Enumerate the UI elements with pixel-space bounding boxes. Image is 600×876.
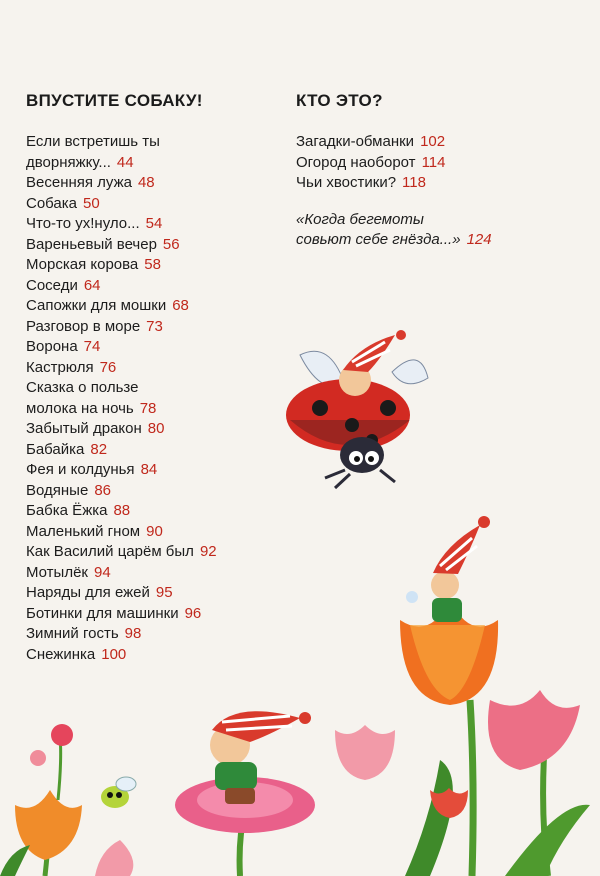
page-number: 78 (139, 399, 157, 417)
entry-title-line: Ворона (26, 338, 78, 355)
bee-illustration (101, 777, 136, 808)
entry-title-line: Если встретишь ты (26, 133, 160, 150)
page-number: 56 (162, 235, 180, 253)
page-number: 94 (94, 563, 111, 581)
entry-title-line: Огород наоборот (296, 153, 416, 171)
contents-list (296, 132, 586, 194)
page-number: 74 (83, 338, 101, 355)
contents-entry (26, 194, 276, 215)
contents-entry (26, 481, 276, 502)
contents-entry (26, 214, 276, 235)
contents-entry (26, 173, 276, 194)
section-heading: КТО ЭТО? (296, 91, 383, 110)
page-number: 58 (144, 256, 161, 273)
tulip-icon (0, 724, 133, 876)
entry-title-line: Мотылёк (26, 563, 88, 581)
page-number: 95 (155, 584, 173, 601)
entry-title-line: дворняжку... (26, 153, 111, 171)
page-number: 84 (140, 461, 158, 478)
contents-entry (296, 210, 586, 251)
entry-title-line: Как Василий царём был (26, 543, 194, 560)
entry-title-line: Снежинка (26, 645, 96, 663)
contents-entry (26, 604, 276, 625)
entry-title-line: Маленький гном (26, 522, 141, 540)
entry-title-line: Бабка Ёжка (26, 502, 108, 519)
entry-title-line: Вареньевый вечер (26, 235, 157, 253)
contents-entry (296, 153, 586, 174)
contents-entry (296, 132, 586, 153)
contents-entry (26, 563, 276, 584)
contents-entry (26, 522, 276, 543)
page-number: 80 (147, 420, 165, 437)
contents-entry (26, 501, 276, 522)
entry-title-line: Ботинки для машинки (26, 604, 179, 622)
contents-entry (26, 235, 276, 256)
page-number: 50 (83, 194, 100, 212)
contents-entry (26, 542, 276, 563)
entry-title-line: Наряды для ежей (26, 584, 150, 601)
gnome-on-flower-illustration (175, 711, 315, 876)
contents-column-left (26, 90, 276, 665)
entry-title-line: Разговор в море (26, 317, 141, 335)
contents-entry (26, 645, 276, 666)
page-number: 76 (99, 358, 117, 376)
page-number: 90 (146, 522, 163, 540)
contents-column-right (296, 90, 586, 251)
contents-entry (26, 440, 276, 461)
page-number: 54 (145, 215, 163, 232)
page-number: 114 (421, 153, 446, 171)
entry-title-line: Бабайка (26, 440, 85, 458)
gnome-on-tulip-illustration (335, 516, 590, 876)
entry-title-line: Соседи (26, 276, 78, 294)
entry-title-line: Что-то ух!нуло... (26, 215, 140, 232)
page-number: 82 (90, 440, 108, 458)
entry-title-line: молока на ночь (26, 399, 134, 417)
page-number: 73 (146, 317, 163, 335)
contents-entry (26, 378, 276, 419)
contents-entry (26, 317, 276, 338)
contents-entry (26, 296, 276, 317)
contents-entry (26, 276, 276, 297)
entry-title-line: Водяные (26, 481, 89, 499)
entry-title-line: Сапожки для мошки (26, 297, 167, 314)
page-number: 68 (172, 297, 189, 314)
contents-entry (26, 358, 276, 379)
contents-entry (26, 337, 276, 358)
contents-entry (26, 419, 276, 440)
entry-title-line: Собака (26, 194, 77, 212)
entry-title-line: Кастрюля (26, 358, 94, 376)
page-number: 124 (466, 231, 492, 248)
page-number: 48 (137, 174, 155, 191)
entry-title-line: Сказка о пользе (26, 379, 139, 396)
entry-title-line: «Когда бегемоты (296, 210, 424, 228)
page-number: 44 (116, 153, 134, 171)
contents-entry (26, 460, 276, 481)
page-number: 64 (83, 276, 101, 294)
page-number: 102 (420, 133, 446, 150)
contents-list (26, 132, 276, 665)
entry-title-line: Фея и колдунья (26, 461, 135, 478)
entry-title-line: Забытый дракон (26, 420, 142, 437)
entry-title-line: Весенняя лужа (26, 174, 132, 191)
contents-entry (26, 624, 276, 645)
entry-title-line: Морская корова (26, 256, 139, 273)
contents-entry (296, 173, 586, 194)
contents-entry (26, 583, 276, 604)
page-number: 96 (184, 604, 202, 622)
section-heading: ВПУСТИТЕ СОБАКУ! (26, 91, 203, 110)
contents-entry (26, 255, 276, 276)
contents-entry (26, 132, 276, 173)
entry-title-line: Чьи хвостики? (296, 174, 397, 191)
entry-title-line: совьют себе гнёзда...» (296, 231, 461, 248)
page-number: 92 (199, 543, 217, 560)
page-number: 98 (124, 625, 142, 642)
page-number: 86 (94, 481, 111, 499)
page-number: 118 (402, 174, 426, 191)
ladybug-gnome-illustration (286, 330, 428, 488)
entry-title-line: Загадки-обманки (296, 133, 415, 150)
page-number: 100 (101, 645, 127, 663)
entry-title-line: Зимний гость (26, 625, 119, 642)
page-number: 88 (113, 502, 131, 519)
